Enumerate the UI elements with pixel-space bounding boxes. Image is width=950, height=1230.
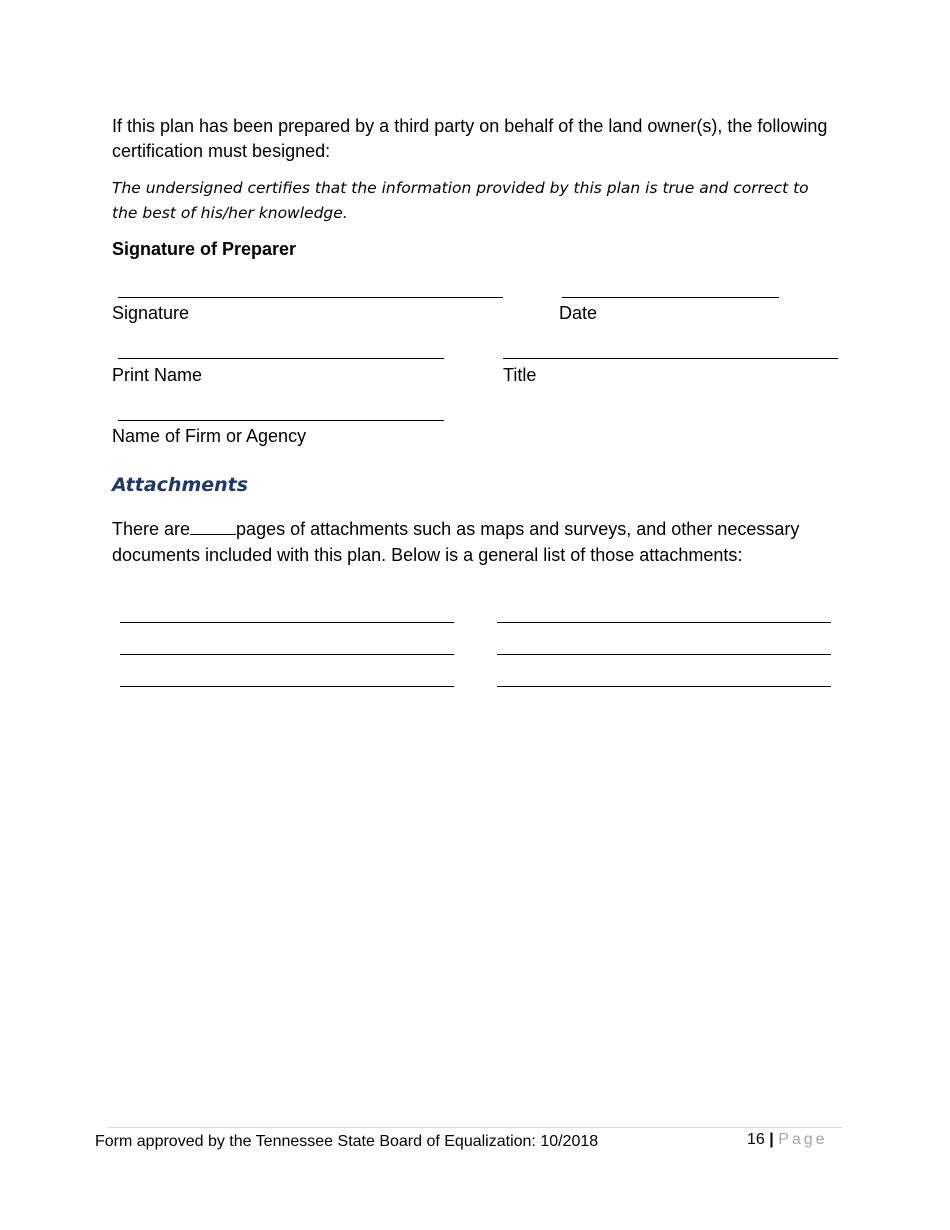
firm-line[interactable] (118, 420, 444, 421)
attachments-heading: Attachments (112, 474, 249, 496)
firm-label: Name of Firm or Agency (112, 426, 307, 446)
page-indicator (747, 1131, 828, 1149)
attachments-paragraph (112, 517, 832, 568)
attachment-line[interactable] (120, 686, 454, 687)
attachment-line[interactable] (497, 654, 831, 655)
attachment-line[interactable] (120, 654, 454, 655)
attachment-line[interactable] (497, 622, 831, 623)
title-line[interactable] (503, 358, 838, 359)
date-label: Date (559, 303, 598, 323)
attachment-page-count-blank[interactable] (190, 519, 236, 535)
print-name-label: Print Name (112, 365, 203, 385)
footer-divider (108, 1127, 842, 1128)
title-label: Title (503, 365, 537, 385)
print-name-line[interactable] (118, 358, 444, 359)
page-separator: | (769, 1131, 774, 1148)
certification-statement: The undersigned certifies that the information provided by this plan is true and correct to the best of his/her knowledge. (112, 179, 809, 222)
page-word: Page (778, 1131, 828, 1148)
attachments-text-after: pages of attachments such as maps and surveys, and other necessary documents included with this plan. Below is a general list of those attachments: (112, 519, 800, 565)
page-number: 16 (747, 1131, 765, 1148)
signature-label: Signature (112, 303, 190, 323)
signature-line[interactable] (118, 297, 503, 298)
attachments-text-before: There are (112, 519, 191, 539)
attachment-line[interactable] (120, 622, 454, 623)
attachment-line[interactable] (497, 686, 831, 687)
date-line[interactable] (562, 297, 779, 298)
footer-approval-text: Form approved by the Tennessee State Board of Equalization: 10/2018 (95, 1133, 599, 1150)
signature-heading: Signature of Preparer (112, 239, 297, 259)
intro-paragraph: If this plan has been prepared by a third party on behalf of the land owner(s), the following certification must besigned: (112, 116, 828, 161)
